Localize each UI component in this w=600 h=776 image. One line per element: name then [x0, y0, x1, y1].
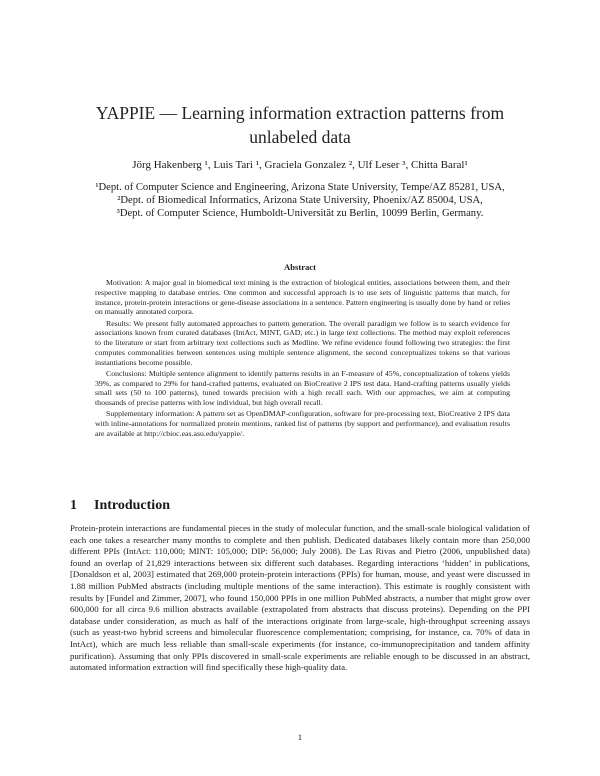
section-heading	[70, 498, 170, 514]
abstract-motivation: Motivation: A major goal in biomedical text mining is the extraction of biological entities, associations between them, and their respective mapping to database entries. One common and successful approach is to use sets of linguistic patterns that match, for instance, protein-protein interactions or gene-disease associations in a sentence. Pattern engineering is usually done by hand or relies on manually annotated corpora.	[95, 278, 510, 317]
introduction-body	[70, 523, 530, 674]
section-title: Introduction	[94, 498, 170, 513]
author-list: Jörg Hakenberg ¹, Luis Tari ¹, Graciela Gonzalez ², Ulf Leser ³, Chitta Baral¹	[132, 159, 468, 171]
abstract-supplementary: Supplementary information: A pattern set as OpenDMAP-configuration, software for pre-processing text, BioCreative 2 IPS data with inline-annotations for normalized protein mentions, ranked list of patterns (by support and performance), and evaluation results are available at http://cbioc.eas.asu.edu/yappie/.	[95, 409, 510, 438]
abstract-results: Results: We present fully automated approaches to pattern generation. The overall paradigm we follow is to search evidence for associations known from curated databases (IntAct, MINT, GAD, etc.) in large text collections. The method may exploit references to the literature or start from arbitrary text collections such as Medline. We refine evidence found following two strategies: the first computes commonalities between sentences using multiple sentence alignment, the second conceptualizes tokens so that various instantiations become possible.	[95, 318, 510, 367]
paper-title: YAPPIE — Learning information extraction patterns from unlabeled data	[95, 103, 505, 147]
abstract-conclusions: Conclusions: Multiple sentence alignment to identify patterns results in an F-measure of 45%, conceptualization of tokens yields 39%, as compared to 29% for hand-crafted patterns, evaluated on BioCreative 2 IPS test data. Hand-crafting patterns usually yields small sets (50 to 100 patterns), tuned towards precision with a high recall each. With our approaches, we aim at computing thousands of precise patterns with low individual, but high overall recall.	[95, 368, 510, 407]
affiliations	[60, 181, 540, 220]
affiliation-3: ³Dept. of Computer Science, Humboldt-Universität zu Berlin, 10099 Berlin, Germany.	[116, 208, 484, 219]
abstract-heading: Abstract	[284, 262, 316, 272]
affiliation-1: ¹Dept. of Computer Science and Engineering, Arizona State University, Tempe/AZ 85281, USA,	[95, 182, 505, 193]
section-number: 1	[70, 498, 77, 513]
abstract-body	[95, 278, 510, 440]
page-number: 1	[297, 732, 303, 742]
affiliation-2: ²Dept. of Biomedical Informatics, Arizona State University, Phoenix/AZ 85004, USA,	[117, 195, 483, 206]
introduction-paragraph: Protein-protein interactions are fundamental pieces in the study of molecular function, and the small-scale biological validation of each one takes a researcher many months to complete and then publish. Dedicated databases likely contain more than 250,000 different PPIs (IntAct: 110,000; MINT: 105,000; DIP: 56,000; July 2008). De Las Rivas and Pietro (2006, unpublished data) found an overlap of 21,829 interactions between six different such databases. Regarding interactions ‘hidden’ in publications, [Donaldson et al, 2003] estimated that 269,000 protein-protein interactions (PPIs) for human, mouse, and yeast were discussed in 1.88 million PubMed abstracts (including multiple mentions of the same interaction). This estimate is roughly consistent with results by [Fundel and Zimmer, 2007], who found 150,000 PPIs in one million PubMed abstracts, a number that might grow over 600,000 for all circa 9.6 million abstracts available (extrapolated from abstracts that discuss proteins). Depending on the PPI database under consideration, as much as half of the interactions originate from large-scale, high-throughput screening assays (such as yeast-two hybrid screens and bimolecular fluorescence complementation; comprising, for instance, ca. 70% of data in IntAct), which are much less reliable than small-scale experiments (for instance, co-immunoprecipitation and tandem affinity purification). Assuming that only PPIs discovered in small-scale experiments are reliable enough to be discussed in an abstract, automated information extraction will find specifically these high-quality data.	[70, 523, 530, 673]
